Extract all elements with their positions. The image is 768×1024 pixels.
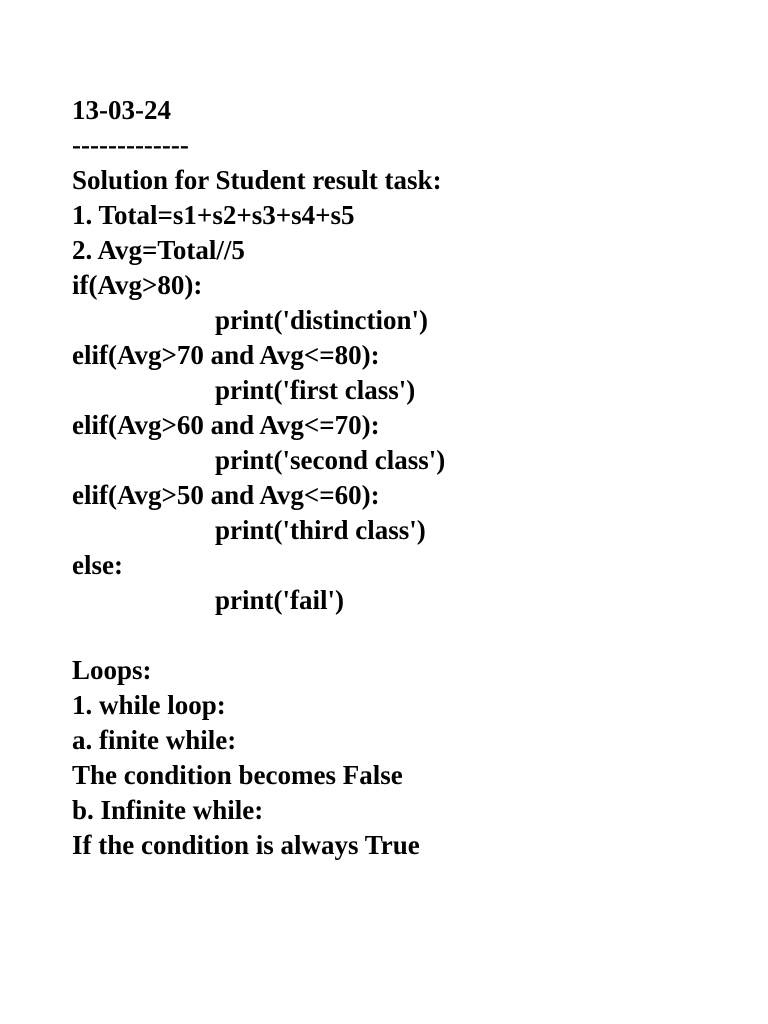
code-line-indented: print('second class'): [215, 445, 446, 475]
code-line-indented: print('distinction'): [215, 305, 429, 335]
loops-item: 1. while loop:: [72, 690, 226, 720]
loops-heading: Loops:: [72, 655, 152, 685]
separator-line: -------------: [72, 130, 189, 160]
code-line: elif(Avg>70 and Avg<=80):: [72, 340, 380, 370]
loops-item: b. Infinite while:: [72, 795, 264, 825]
section-heading: Solution for Student result task:: [72, 165, 442, 195]
date-text: 13-03-24: [72, 95, 171, 125]
step-line: 2. Avg=Total//5: [72, 235, 245, 265]
code-line-indented: print('third class'): [215, 515, 426, 545]
code-line: if(Avg>80):: [72, 270, 203, 300]
step-line: 1. Total=s1+s2+s3+s4+s5: [72, 200, 355, 230]
loops-item: If the condition is always True: [72, 830, 420, 860]
code-line: else:: [72, 550, 123, 580]
code-line: elif(Avg>60 and Avg<=70):: [72, 410, 380, 440]
document-page: [72, 93, 752, 863]
code-line-indented: print('fail'): [215, 585, 344, 615]
blank-spacer: [72, 618, 752, 653]
code-line-indented: print('first class'): [215, 375, 416, 405]
loops-item: The condition becomes False: [72, 760, 403, 790]
code-line: elif(Avg>50 and Avg<=60):: [72, 480, 380, 510]
loops-item: a. finite while:: [72, 725, 237, 755]
